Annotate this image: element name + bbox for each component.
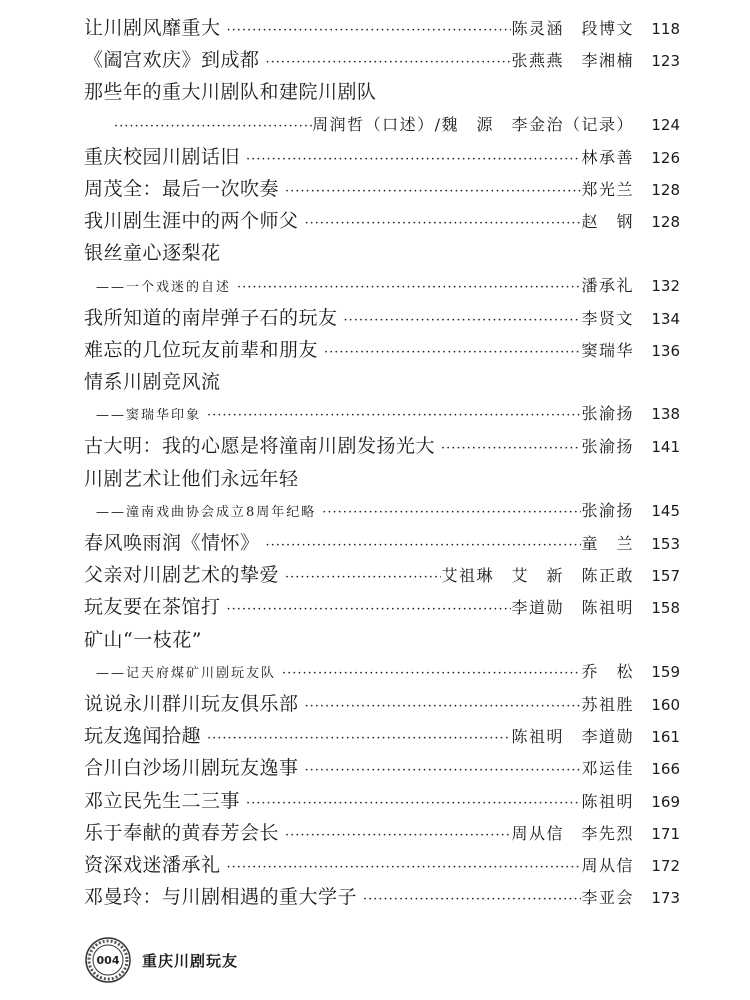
toc-entry-title: 我川剧生涯中的两个师父 xyxy=(84,210,299,233)
toc-entry xyxy=(84,205,680,237)
toc-entry-page: 128 xyxy=(651,213,680,232)
dot-leader xyxy=(201,723,511,755)
toc-entry-page: 141 xyxy=(651,438,680,457)
toc-entry xyxy=(84,366,680,398)
toc-entry-title: 古大明：我的心愿是将潼南川剧发扬光大 xyxy=(84,435,436,458)
toc-entry xyxy=(84,495,680,527)
toc-entry-author: 张燕燕 李湘楠 xyxy=(511,51,634,71)
toc-entry xyxy=(84,785,680,817)
toc-entry-page: 136 xyxy=(651,341,680,360)
toc-entry xyxy=(84,688,680,720)
toc-entry-title: 《阖宫欢庆》到成都 xyxy=(84,49,260,72)
toc-entry-author: 周从信 李先烈 xyxy=(511,823,634,843)
toc-entry xyxy=(84,527,680,559)
dot-leader xyxy=(231,272,581,304)
dot-leader xyxy=(260,47,512,79)
page-number: 004 xyxy=(96,953,120,967)
toc-entry-author: 陈灵涵 段博文 xyxy=(511,19,634,38)
dot-leader xyxy=(299,691,582,723)
toc-entry-author: 乔 松 xyxy=(581,661,634,681)
dot-leader xyxy=(299,208,582,240)
toc-entry-title: 矿山“一枝花” xyxy=(84,628,202,651)
toc-entry-title: 乐于奉献的黄春芳会长 xyxy=(84,821,280,844)
dot-leader xyxy=(357,884,581,916)
toc-entry-page: 172 xyxy=(651,856,680,875)
toc-entry-author: 张渝扬 xyxy=(581,500,634,520)
book-title: 重庆川剧玩友 xyxy=(142,951,239,970)
toc-entry-title: 银丝童心逐梨花 xyxy=(84,242,221,265)
toc-entry-page: 118 xyxy=(651,20,680,38)
dot-leader xyxy=(240,144,581,176)
toc-entry-author: 苏祖胜 xyxy=(581,694,634,714)
toc-entry xyxy=(84,430,680,462)
toc-entry-author: 窦瑞华 xyxy=(581,340,634,360)
toc-entry-page: 169 xyxy=(651,792,680,811)
toc-entry xyxy=(84,173,680,205)
toc-entry-author: 陈祖明 xyxy=(581,791,634,811)
dot-leader xyxy=(276,658,581,690)
toc-entry xyxy=(84,849,680,881)
toc-entry-title: 春风唤雨润《情怀》 xyxy=(84,532,260,554)
toc-entry-page: 128 xyxy=(651,180,680,199)
toc-entry-title: 父亲对川剧艺术的挚爱 xyxy=(84,564,280,587)
toc-entry-author: 童 兰 xyxy=(581,534,634,553)
toc-entry-page: 166 xyxy=(651,760,680,779)
toc-entry-author: 张渝扬 xyxy=(581,437,634,457)
toc-entry-title: 让川剧风靡重大 xyxy=(84,17,221,39)
toc-entry-title: 我所知道的南岸弹子石的玩友 xyxy=(84,306,338,329)
toc-entry-title: 玩友逸闻拾趣 xyxy=(84,725,202,748)
dot-leader xyxy=(221,852,582,884)
dot-leader xyxy=(221,15,512,47)
toc-entry-author: 邓运佳 xyxy=(581,759,634,779)
toc-entry-page: 161 xyxy=(651,728,680,747)
toc-entry-page: 153 xyxy=(651,535,680,553)
toc-entry xyxy=(84,302,680,334)
toc-entry-author: 陈祖明 李道勋 xyxy=(511,727,634,747)
toc-entry xyxy=(84,12,680,44)
dot-leader xyxy=(338,305,582,337)
toc-entry-author: 郑光兰 xyxy=(581,179,634,199)
toc-entry xyxy=(84,334,680,366)
toc-entry-author: 林承善 xyxy=(581,147,634,167)
toc-entry xyxy=(84,109,680,141)
toc-entry-author: 李贤文 xyxy=(581,308,634,328)
toc-entry-page: 124 xyxy=(651,115,680,134)
toc-entry-page: 159 xyxy=(651,662,680,681)
toc-entry-author: 张渝扬 xyxy=(581,404,634,424)
toc-entry xyxy=(84,559,680,591)
page-footer xyxy=(84,936,238,984)
toc-entry xyxy=(84,463,680,495)
toc-entry-page: 173 xyxy=(651,889,680,908)
dot-leader xyxy=(279,562,441,594)
toc-entry xyxy=(84,76,680,108)
toc-entry-page: 134 xyxy=(651,309,680,328)
toc-entry-page: 126 xyxy=(651,148,680,167)
toc-entry-title: 玩友要在茶馆打 xyxy=(84,596,221,619)
toc-entry-title: 周茂全：最后一次吹奏 xyxy=(84,177,280,200)
toc-entry-page: 157 xyxy=(651,567,680,586)
toc-entry-title: 川剧艺术让他们永远年轻 xyxy=(84,467,299,490)
toc-entry-subtitle: ——潼南戏曲协会成立8周年纪略 xyxy=(96,504,317,520)
toc-entry xyxy=(84,656,680,688)
toc-entry-subtitle: ——记天府煤矿川剧玩友队 xyxy=(96,665,277,681)
toc-entry-page: 145 xyxy=(651,501,680,520)
toc-entry-page: 158 xyxy=(651,599,680,618)
toc-entry-page: 171 xyxy=(651,824,680,843)
toc-entry-author: 李亚会 xyxy=(581,888,634,908)
toc-entry-author: 赵 钢 xyxy=(581,212,634,232)
toc-entry-title: 那些年的重大川剧队和建院川剧队 xyxy=(84,81,377,104)
dot-leader xyxy=(279,820,511,852)
dot-leader xyxy=(318,337,581,369)
dot-leader xyxy=(201,400,581,432)
toc-entry-title: 合川白沙场川剧玩友逸事 xyxy=(84,757,299,780)
toc-entry xyxy=(84,398,680,430)
toc-entry-title: 资深戏迷潘承礼 xyxy=(84,853,221,876)
dot-leader xyxy=(260,530,582,562)
table-of-contents xyxy=(84,12,680,913)
toc-entry-page: 160 xyxy=(651,695,680,714)
dot-leader xyxy=(108,111,312,143)
toc-entry-page: 123 xyxy=(651,52,680,71)
dot-leader xyxy=(221,594,512,626)
toc-entry xyxy=(84,141,680,173)
dot-leader xyxy=(299,755,582,787)
dot-leader xyxy=(316,497,581,529)
toc-entry-title: 重庆校园川剧话旧 xyxy=(84,145,241,168)
toc-entry-author: 艾祖琳 艾 新 陈正敢 xyxy=(441,566,634,586)
toc-entry-title: 邓曼玲：与川剧相遇的重大学子 xyxy=(84,886,358,909)
page-number-badge xyxy=(84,936,132,984)
toc-entry-author: 李道勋 陈祖明 xyxy=(511,598,634,618)
toc-entry xyxy=(84,817,680,849)
toc-entry-title: 邓立民先生二三事 xyxy=(84,789,241,812)
dot-leader xyxy=(240,788,581,820)
toc-entry-page: 138 xyxy=(651,405,680,424)
toc-entry-title: 说说永川群川玩友俱乐部 xyxy=(84,692,299,715)
toc-entry xyxy=(84,44,680,76)
toc-entry xyxy=(84,237,680,269)
toc-entry xyxy=(84,591,680,623)
toc-entry-author: 周从信 xyxy=(581,855,634,875)
toc-entry xyxy=(84,752,680,784)
toc-entry xyxy=(84,270,680,302)
toc-entry-title: 难忘的几位玩友前辈和朋友 xyxy=(84,338,319,361)
toc-entry-subtitle: ——一个戏迷的自述 xyxy=(96,279,232,295)
toc-entry-title: 情系川剧竞风流 xyxy=(84,371,221,394)
toc-entry xyxy=(84,624,680,656)
toc-entry-subtitle: ——窦瑞华印象 xyxy=(96,408,202,424)
dot-leader xyxy=(279,176,581,208)
toc-entry xyxy=(84,881,680,913)
toc-entry xyxy=(84,720,680,752)
toc-entry-author: 周润哲（口述）/魏 源 李金治（记录） xyxy=(312,114,634,134)
dot-leader xyxy=(435,433,581,465)
toc-entry-page: 132 xyxy=(651,276,680,295)
toc-entry-author: 潘承礼 xyxy=(581,275,634,295)
